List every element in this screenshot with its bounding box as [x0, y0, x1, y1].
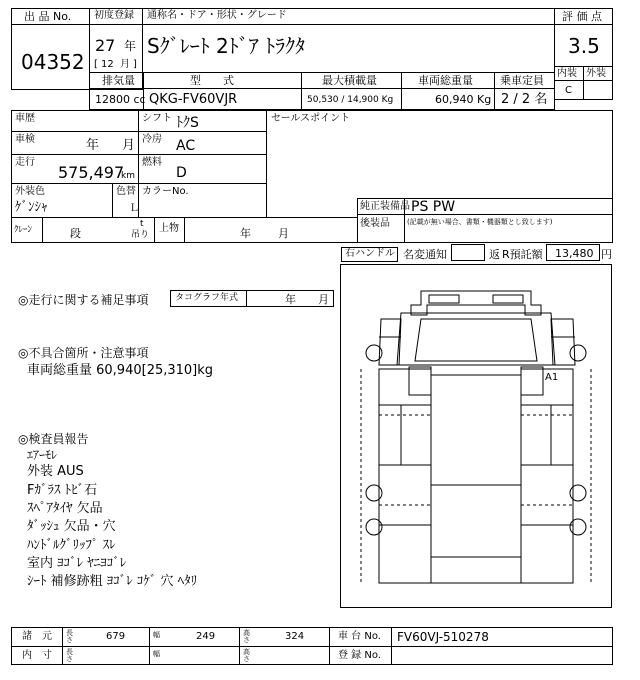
tacho-label: タコグラフ年式 — [175, 293, 239, 303]
vehicle-name-label: 通称名・ドア・形状・グレード — [147, 10, 287, 21]
shaken-label: 車検 — [15, 134, 35, 145]
crane-label: ｸﾚｰﾝ — [14, 225, 33, 235]
inspector-line: Fｶﾞﾗｽ ﾄﾋﾞ石 — [27, 483, 98, 498]
chassis-label: 車 台 No. — [338, 631, 381, 642]
width-label: 幅 — [153, 631, 160, 639]
driving-remarks-title: ◎走行に関する補足事項 — [18, 293, 149, 307]
damage-mark-a1: A1 — [545, 372, 559, 383]
mileage-unit: km — [121, 171, 135, 181]
steering-value: 右ハンドル — [345, 248, 395, 259]
inner-length-label: 長さ — [66, 648, 73, 663]
max-load-label: 最大積載量 — [322, 74, 377, 87]
reg-year-unit: 年 — [124, 39, 137, 53]
crane-lift: 吊り — [131, 230, 150, 240]
exterior-label: 外装 — [586, 68, 606, 79]
length-label: 長さ — [66, 629, 73, 644]
model-label: 型 式 — [190, 74, 234, 87]
tacho-month: 月 — [318, 293, 329, 306]
tacho-year: 年 — [285, 293, 296, 306]
defect-line: 車両総重量 60,940[25,310]kg — [27, 363, 214, 378]
crane-steps: 段 — [70, 227, 81, 240]
top-body-year: 年 — [240, 227, 251, 240]
displacement-label: 排気量 — [102, 74, 135, 87]
history-label: 車歴 — [15, 113, 35, 124]
dims-label: 諸 元 — [22, 631, 52, 642]
inner-width-label: 幅 — [153, 650, 160, 658]
color-change-label: 色替 — [116, 186, 136, 197]
refund-label: 返 — [489, 248, 500, 261]
interior-grade: C — [565, 85, 572, 96]
lot-label: 出 品 No. — [24, 10, 72, 23]
color-value: ｹﾞﾝｼｬ — [15, 200, 48, 215]
name-change-box — [451, 244, 485, 261]
inspector-line: ﾊﾝﾄﾞﾙｸﾞﾘｯﾌﾟ ｽﾚ — [27, 538, 116, 553]
height-value: 324 — [285, 631, 305, 642]
month-bracket-close: ] — [133, 59, 137, 70]
inspector-line: 室内 ﾖｺﾞﾚ ﾔﾆﾖｺﾞﾚ — [27, 556, 127, 571]
inner-dims-label: 内 寸 — [22, 650, 52, 661]
color-label: 外装色 — [15, 186, 45, 197]
fuel-label: 燃料 — [142, 157, 162, 168]
mileage-value: 575,497 — [58, 163, 125, 182]
reg-month: 12 — [101, 59, 114, 70]
std-equip-label: 純正装備品 — [360, 201, 410, 212]
ac-label: 冷房 — [142, 134, 162, 145]
ac-value: AC — [176, 138, 196, 154]
color-no-label: カラーNo. — [142, 186, 189, 197]
reg-no-label: 登 録 No. — [338, 650, 381, 661]
aftermarket-note: (記載が無い場合、書類・機器類とし致します) — [407, 218, 553, 226]
deposit-value: 13,480 — [555, 247, 594, 260]
color-change-mark: Ｌ — [129, 203, 139, 214]
vehicle-name: Sｸﾞﾚｰﾄ 2ﾄﾞｱ ﾄﾗｸﾀ — [147, 34, 306, 58]
fuel-value: D — [176, 165, 187, 181]
interior-label: 内装 — [557, 68, 577, 79]
mileage-label: 走行 — [15, 157, 35, 168]
reg-month-unit: 月 — [120, 59, 130, 70]
std-equip-value: PS PW — [411, 199, 456, 215]
capacity-value: 2 / 2 名 — [501, 92, 548, 107]
shift-label: シフト — [142, 113, 172, 124]
aftermarket-label: 後装品 — [360, 218, 390, 229]
lot-number: 04352 — [21, 50, 85, 74]
gross-weight-label: 車両総重量 — [418, 74, 473, 87]
deposit-unit: 円 — [601, 248, 612, 261]
inspector-line: 外装 AUS — [27, 464, 84, 479]
inspector-line: ｽﾍﾟｱﾀｲﾔ 欠品 — [27, 501, 103, 516]
shaken-month-unit: 月 — [122, 138, 136, 153]
truck-diagram — [341, 265, 611, 607]
displacement-value: 12800 cc — [95, 93, 146, 106]
score-value: 3.5 — [568, 34, 600, 58]
height-label: 高さ — [243, 629, 250, 644]
inner-height-label: 高さ — [243, 648, 250, 663]
sales-point-label: セールスポイント — [271, 113, 351, 124]
score-label: 評 価 点 — [562, 10, 602, 23]
inspector-line: ｴｱｰﾓﾚ — [27, 448, 58, 462]
max-load-value: 50,530 / 14,900 Kg — [307, 95, 394, 105]
width-value: 249 — [196, 631, 216, 642]
first-reg-label: 初度登録 — [94, 10, 134, 21]
inspector-line: ｼｰﾄ 補修跡粗 ﾖｺﾞﾚ ｺｹﾞ 穴 ﾍﾀﾘ — [27, 574, 198, 589]
capacity-label: 乗車定員 — [500, 74, 544, 87]
reg-year: 27 — [95, 36, 116, 55]
shift-value: ﾄｸS — [176, 115, 199, 131]
deposit-label: R預託額 — [502, 248, 543, 261]
inspector-line: ﾀﾞｯｼｭ 欠品・穴 — [27, 519, 116, 534]
name-change-label: 名変通知 — [403, 248, 447, 261]
shaken-year-unit: 年 — [86, 138, 100, 153]
model-value: QKG-FV60VJR — [149, 92, 238, 107]
top-body-month: 月 — [278, 227, 289, 240]
chassis-value: FV60VJ-510278 — [397, 630, 489, 644]
month-bracket-open: [ — [94, 59, 98, 70]
top-body-label: 上物 — [159, 223, 179, 234]
defect-title: ◎不具合箇所・注意事項 — [18, 346, 149, 360]
gross-weight-value: 60,940 Kg — [435, 93, 492, 106]
crane-ton: t — [140, 219, 144, 229]
length-value: 679 — [106, 631, 126, 642]
inspector-title: ◎検査員報告 — [18, 432, 89, 446]
